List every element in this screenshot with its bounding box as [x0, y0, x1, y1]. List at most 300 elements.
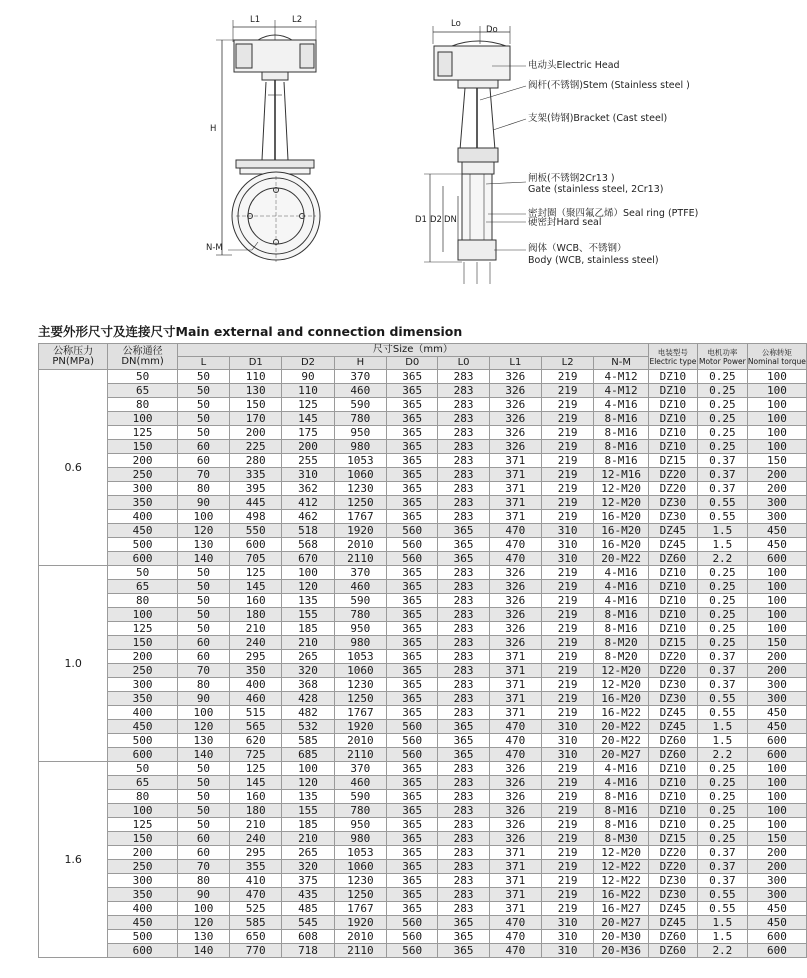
- table-cell: 219: [541, 482, 593, 496]
- table-cell: 283: [438, 762, 489, 776]
- table-cell: 590: [334, 790, 386, 804]
- table-cell: 1250: [334, 692, 386, 706]
- table-cell: 283: [438, 636, 489, 650]
- table-cell: 125: [230, 566, 282, 580]
- table-cell: 365: [387, 692, 438, 706]
- table-cell: 100: [108, 608, 177, 622]
- table-cell: 283: [438, 580, 489, 594]
- table-cell: 500: [108, 734, 177, 748]
- table-cell: 100: [108, 412, 177, 426]
- table-cell: 310: [541, 944, 593, 958]
- table-cell: 283: [438, 482, 489, 496]
- table-cell: 371: [489, 706, 541, 720]
- table-cell: 283: [438, 412, 489, 426]
- table-cell: 600: [108, 748, 177, 762]
- table-cell: 90: [177, 496, 229, 510]
- callout-bracket: 支架(铸钢)Bracket (Cast steel): [528, 113, 668, 124]
- table-cell: 120: [282, 580, 334, 594]
- table-cell: 50: [108, 762, 177, 776]
- table-cell: DZ10: [648, 818, 697, 832]
- table-cell: 219: [541, 678, 593, 692]
- table-cell: 585: [282, 734, 334, 748]
- table-cell: 8-M16: [594, 440, 649, 454]
- table-cell: 225: [230, 440, 282, 454]
- table-cell: 1.5: [697, 524, 747, 538]
- table-row: [39, 790, 807, 804]
- table-cell: 12-M20: [594, 678, 649, 692]
- table-row: [39, 916, 807, 930]
- table-cell: 12-M22: [594, 874, 649, 888]
- table-cell: 283: [438, 902, 489, 916]
- table-cell: 365: [387, 580, 438, 594]
- table-cell: 435: [282, 888, 334, 902]
- table-row: [39, 930, 807, 944]
- table-cell: 326: [489, 384, 541, 398]
- table-cell: 368: [282, 678, 334, 692]
- table-cell: 365: [387, 888, 438, 902]
- table-cell: 600: [108, 944, 177, 958]
- table-cell: DZ45: [648, 720, 697, 734]
- header-pn-cn: 公称压力: [53, 345, 94, 357]
- table-cell: 980: [334, 440, 386, 454]
- table-cell: 0.37: [697, 454, 747, 468]
- table-cell: 219: [541, 902, 593, 916]
- table-cell: 685: [282, 748, 334, 762]
- table-cell: 450: [747, 524, 806, 538]
- table-cell: 1053: [334, 846, 386, 860]
- table-cell: 283: [438, 706, 489, 720]
- table-cell: 365: [387, 426, 438, 440]
- callout-stem: 阀杆(不锈钢)Stem (Stainless steel ): [528, 80, 690, 91]
- table-cell: 470: [489, 734, 541, 748]
- table-cell: 365: [438, 524, 489, 538]
- table-cell: 365: [387, 468, 438, 482]
- section-title: 主要外形尺寸及连接尺寸Main external and connection dimension: [38, 324, 463, 339]
- table-cell: 125: [108, 622, 177, 636]
- callout-gate-cn: 闸板(不锈钢2Cr13 ): [528, 173, 615, 184]
- table-cell: 8-M16: [594, 790, 649, 804]
- table-cell: 320: [282, 664, 334, 678]
- table-cell: DZ60: [648, 748, 697, 762]
- table-cell: 60: [177, 846, 229, 860]
- table-cell: 1053: [334, 650, 386, 664]
- table-cell: 155: [282, 608, 334, 622]
- table-cell: 450: [747, 538, 806, 552]
- table-cell: DZ60: [648, 944, 697, 958]
- table-cell: 1230: [334, 874, 386, 888]
- table-cell: 135: [282, 594, 334, 608]
- table-cell: 365: [387, 874, 438, 888]
- table-cell: 365: [387, 384, 438, 398]
- header-dn-cn: 公称通径: [122, 345, 163, 357]
- table-cell: 125: [108, 818, 177, 832]
- table-cell: 310: [541, 524, 593, 538]
- table-cell: 395: [230, 482, 282, 496]
- table-cell: 100: [282, 566, 334, 580]
- table-cell: 365: [387, 510, 438, 524]
- table-cell: 100: [747, 762, 806, 776]
- table-cell: 371: [489, 874, 541, 888]
- table-cell: 50: [177, 622, 229, 636]
- table-cell: 1230: [334, 482, 386, 496]
- table-cell: 60: [177, 650, 229, 664]
- table-cell: 16-M27: [594, 902, 649, 916]
- table-cell: 170: [230, 412, 282, 426]
- table-cell: 219: [541, 370, 593, 384]
- table-cell: 371: [489, 454, 541, 468]
- table-cell: 219: [541, 496, 593, 510]
- table-cell: 300: [108, 482, 177, 496]
- table-cell: 65: [108, 776, 177, 790]
- table-cell: 600: [747, 944, 806, 958]
- table-cell: 180: [230, 608, 282, 622]
- table-cell: 470: [489, 524, 541, 538]
- table-cell: 150: [108, 440, 177, 454]
- table-cell: 371: [489, 468, 541, 482]
- table-row: [39, 902, 807, 916]
- table-cell: 310: [282, 468, 334, 482]
- table-cell: DZ15: [648, 454, 697, 468]
- table-cell: 219: [541, 846, 593, 860]
- table-cell: 450: [108, 524, 177, 538]
- table-row: [39, 664, 807, 678]
- table-cell: 283: [438, 692, 489, 706]
- table-cell: DZ10: [648, 790, 697, 804]
- table-cell: 50: [177, 776, 229, 790]
- callout-electric-head: 电动头Electric Head: [528, 60, 620, 71]
- table-cell: 0.37: [697, 860, 747, 874]
- table-row: [39, 580, 807, 594]
- table-cell: 560: [387, 720, 438, 734]
- table-cell: 0.37: [697, 874, 747, 888]
- table-row: [39, 650, 807, 664]
- header-electric-type: [648, 344, 697, 370]
- table-cell: 20-M27: [594, 916, 649, 930]
- table-cell: 219: [541, 664, 593, 678]
- header-motor-power-cn: 电机功率: [707, 347, 738, 357]
- table-row: [39, 720, 807, 734]
- table-cell: 365: [387, 706, 438, 720]
- table-row: [39, 776, 807, 790]
- table-cell: 219: [541, 454, 593, 468]
- table-cell: 219: [541, 398, 593, 412]
- table-cell: 950: [334, 818, 386, 832]
- header-dim-d2: D2: [282, 357, 334, 370]
- table-cell: 1.5: [697, 734, 747, 748]
- table-cell: 50: [177, 608, 229, 622]
- table-cell: 219: [541, 832, 593, 846]
- table-cell: 150: [230, 398, 282, 412]
- table-cell: 8-M16: [594, 454, 649, 468]
- table-cell: 335: [230, 468, 282, 482]
- table-cell: 365: [438, 748, 489, 762]
- table-cell: 365: [387, 762, 438, 776]
- table-cell: 470: [489, 720, 541, 734]
- table-cell: 283: [438, 790, 489, 804]
- table-cell: 265: [282, 846, 334, 860]
- table-row: [39, 706, 807, 720]
- table-row: [39, 692, 807, 706]
- table-cell: 90: [177, 692, 229, 706]
- table-cell: 200: [747, 860, 806, 874]
- table-cell: 560: [387, 944, 438, 958]
- table-cell: 4-M12: [594, 370, 649, 384]
- table-cell: 283: [438, 664, 489, 678]
- table-cell: 130: [177, 538, 229, 552]
- table-cell: 780: [334, 412, 386, 426]
- table-cell: 0.25: [697, 622, 747, 636]
- table-cell: DZ30: [648, 888, 697, 902]
- table-cell: 280: [230, 454, 282, 468]
- table-cell: 100: [747, 622, 806, 636]
- table-cell: 125: [230, 762, 282, 776]
- table-cell: 2.2: [697, 552, 747, 566]
- table-cell: 0.37: [697, 846, 747, 860]
- table-cell: 0.55: [697, 706, 747, 720]
- table-cell: 12-M20: [594, 496, 649, 510]
- table-cell: 150: [108, 832, 177, 846]
- table-cell: 1920: [334, 916, 386, 930]
- table-cell: 0.25: [697, 594, 747, 608]
- table-cell: 300: [747, 874, 806, 888]
- table-cell: 326: [489, 622, 541, 636]
- table-cell: 283: [438, 398, 489, 412]
- table-cell: 365: [438, 720, 489, 734]
- table-row: [39, 748, 807, 762]
- table-cell: 365: [387, 650, 438, 664]
- table-cell: 150: [747, 454, 806, 468]
- table-cell: DZ20: [648, 482, 697, 496]
- table-cell: 326: [489, 608, 541, 622]
- table-cell: 283: [438, 496, 489, 510]
- table-cell: 560: [387, 916, 438, 930]
- dimension-table: [38, 343, 807, 958]
- table-cell: DZ10: [648, 762, 697, 776]
- table-cell: 485: [282, 902, 334, 916]
- table-cell: 283: [438, 804, 489, 818]
- table-cell: 450: [747, 706, 806, 720]
- header-dn-en: DN(mm): [121, 355, 164, 367]
- table-cell: 2010: [334, 734, 386, 748]
- table-cell: 515: [230, 706, 282, 720]
- table-cell: 0.25: [697, 412, 747, 426]
- table-cell: 120: [177, 720, 229, 734]
- header-nominal-torque: [747, 344, 806, 370]
- table-cell: 150: [747, 832, 806, 846]
- table-cell: 428: [282, 692, 334, 706]
- table-cell: DZ30: [648, 678, 697, 692]
- table-cell: 283: [438, 860, 489, 874]
- table-cell: 140: [177, 748, 229, 762]
- table-row: [39, 888, 807, 902]
- table-cell: 12-M20: [594, 846, 649, 860]
- table-cell: DZ30: [648, 510, 697, 524]
- table-cell: 180: [230, 804, 282, 818]
- table-cell: 326: [489, 818, 541, 832]
- table-cell: DZ20: [648, 860, 697, 874]
- table-cell: 326: [489, 370, 541, 384]
- table-cell: 310: [541, 538, 593, 552]
- table-cell: 365: [438, 930, 489, 944]
- table-row: [39, 594, 807, 608]
- table-cell: 150: [747, 636, 806, 650]
- table-cell: 950: [334, 622, 386, 636]
- table-cell: 350: [230, 664, 282, 678]
- table-cell: 310: [541, 552, 593, 566]
- table-cell: 20-M30: [594, 930, 649, 944]
- table-cell: 326: [489, 426, 541, 440]
- table-cell: 1230: [334, 678, 386, 692]
- table-cell: 4-M16: [594, 566, 649, 580]
- table-cell: 1.5: [697, 538, 747, 552]
- table-cell: 219: [541, 762, 593, 776]
- table-cell: 365: [387, 678, 438, 692]
- table-cell: 283: [438, 874, 489, 888]
- table-cell: 470: [489, 552, 541, 566]
- table-row: [39, 860, 807, 874]
- table-cell: 283: [438, 776, 489, 790]
- table-cell: DZ45: [648, 902, 697, 916]
- table-cell: 371: [489, 650, 541, 664]
- table-cell: 550: [230, 524, 282, 538]
- dim-label-d2: D2: [430, 215, 442, 225]
- header-dim-nm: N-M: [594, 357, 649, 370]
- table-cell: 0.25: [697, 426, 747, 440]
- header-pn: [39, 344, 108, 370]
- table-cell: DZ10: [648, 566, 697, 580]
- table-cell: 1.5: [697, 720, 747, 734]
- table-cell: 445: [230, 496, 282, 510]
- table-cell: DZ20: [648, 664, 697, 678]
- table-cell: 20-M22: [594, 720, 649, 734]
- table-cell: 100: [747, 818, 806, 832]
- table-cell: 4-M16: [594, 776, 649, 790]
- table-cell: 20-M22: [594, 734, 649, 748]
- table-cell: 450: [108, 916, 177, 930]
- header-electric-type-cn: 电装型号: [657, 347, 688, 357]
- table-cell: 200: [108, 650, 177, 664]
- table-cell: 65: [108, 384, 177, 398]
- table-cell: 219: [541, 594, 593, 608]
- header-dim-l2: L2: [541, 357, 593, 370]
- table-cell: 410: [230, 874, 282, 888]
- table-cell: 1250: [334, 888, 386, 902]
- table-cell: 365: [438, 538, 489, 552]
- table-cell: 70: [177, 468, 229, 482]
- table-cell: 590: [334, 594, 386, 608]
- table-cell: 565: [230, 720, 282, 734]
- table-cell: 320: [282, 860, 334, 874]
- table-cell: 370: [334, 566, 386, 580]
- table-cell: 1767: [334, 510, 386, 524]
- table-cell: 219: [541, 608, 593, 622]
- table-cell: 370: [334, 370, 386, 384]
- table-row: [39, 412, 807, 426]
- table-cell: 462: [282, 510, 334, 524]
- table-cell: 145: [230, 776, 282, 790]
- table-cell: 326: [489, 398, 541, 412]
- table-cell: 60: [177, 636, 229, 650]
- table-cell: 100: [747, 608, 806, 622]
- table-cell: DZ20: [648, 846, 697, 860]
- table-cell: 16-M20: [594, 524, 649, 538]
- table-cell: 295: [230, 846, 282, 860]
- table-cell: 1920: [334, 720, 386, 734]
- table-cell: 100: [747, 804, 806, 818]
- table-cell: 130: [177, 734, 229, 748]
- table-cell: 295: [230, 650, 282, 664]
- table-cell: 525: [230, 902, 282, 916]
- table-cell: 482: [282, 706, 334, 720]
- table-cell: 780: [334, 608, 386, 622]
- table-cell: 371: [489, 902, 541, 916]
- table-row: [39, 944, 807, 958]
- table-cell: DZ10: [648, 580, 697, 594]
- table-cell: 0.25: [697, 804, 747, 818]
- table-cell: 365: [438, 734, 489, 748]
- table-cell: 4-M12: [594, 384, 649, 398]
- table-cell: 670: [282, 552, 334, 566]
- table-cell: 219: [541, 818, 593, 832]
- table-cell: 350: [108, 888, 177, 902]
- table-cell: 8-M20: [594, 650, 649, 664]
- table-cell: DZ60: [648, 734, 697, 748]
- table-cell: 8-M20: [594, 636, 649, 650]
- table-cell: 365: [438, 944, 489, 958]
- table-cell: 780: [334, 804, 386, 818]
- table-cell: 470: [489, 748, 541, 762]
- table-cell: 100: [747, 384, 806, 398]
- table-cell: 365: [387, 482, 438, 496]
- table-cell: 350: [108, 692, 177, 706]
- table-cell: 16-M22: [594, 706, 649, 720]
- table-cell: 219: [541, 412, 593, 426]
- table-cell: 155: [282, 804, 334, 818]
- table-cell: DZ10: [648, 440, 697, 454]
- table-cell: 12-M20: [594, 664, 649, 678]
- table-cell: 1767: [334, 706, 386, 720]
- table-cell: 283: [438, 678, 489, 692]
- table-cell: 355: [230, 860, 282, 874]
- table-cell: 200: [747, 482, 806, 496]
- table-cell: DZ45: [648, 916, 697, 930]
- table-cell: 300: [108, 874, 177, 888]
- table-cell: 460: [334, 384, 386, 398]
- table-row: [39, 370, 807, 384]
- table-cell: 16-M20: [594, 510, 649, 524]
- table-cell: 100: [282, 762, 334, 776]
- table-cell: 250: [108, 860, 177, 874]
- table-cell: 283: [438, 370, 489, 384]
- table-cell: 120: [177, 524, 229, 538]
- table-cell: 365: [387, 412, 438, 426]
- dim-label-lo: Lo: [451, 19, 461, 29]
- table-cell: 0.25: [697, 370, 747, 384]
- table-cell: 219: [541, 622, 593, 636]
- table-cell: 50: [177, 398, 229, 412]
- table-row: [39, 846, 807, 860]
- table-cell: 145: [282, 412, 334, 426]
- table-cell: 470: [489, 944, 541, 958]
- table-cell: 200: [747, 664, 806, 678]
- callout-body-en: Body (WCB, stainless steel): [528, 255, 659, 266]
- table-cell: 371: [489, 888, 541, 902]
- table-row: [39, 874, 807, 888]
- table-cell: 210: [282, 832, 334, 846]
- table-cell: 210: [230, 818, 282, 832]
- table-cell: 0.55: [697, 692, 747, 706]
- table-row: [39, 636, 807, 650]
